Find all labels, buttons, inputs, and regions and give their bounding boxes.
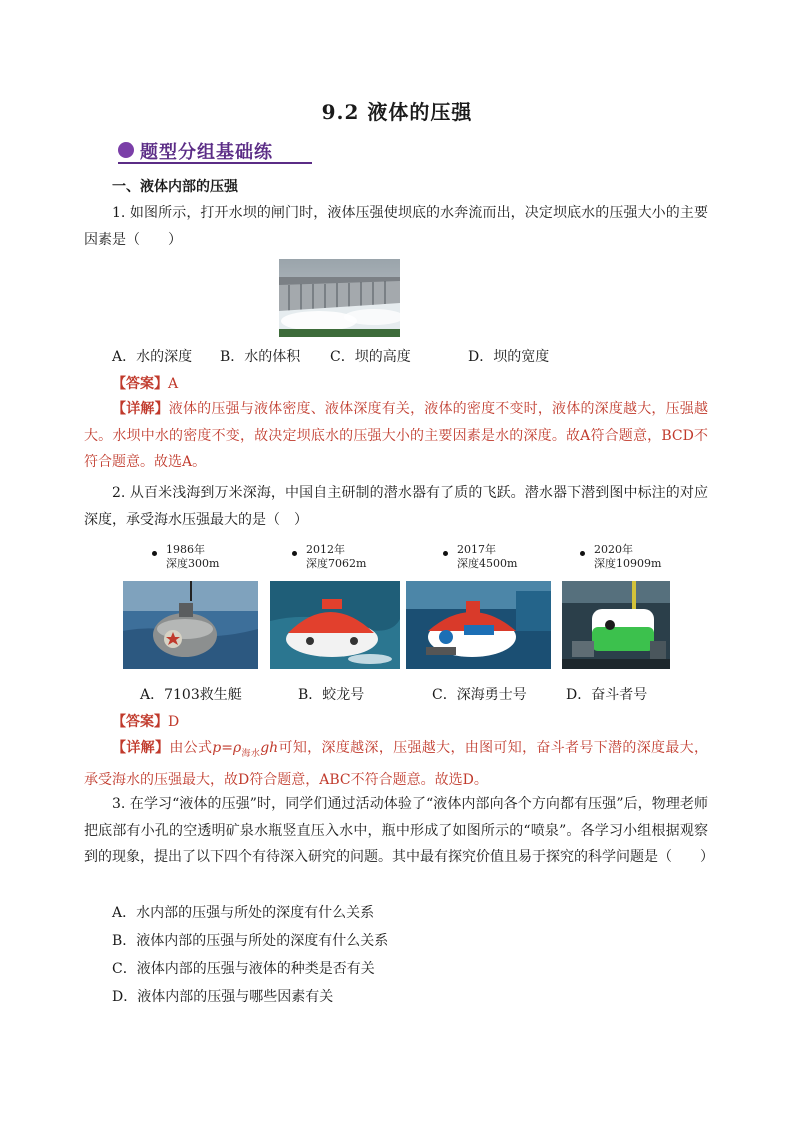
bullet-circle-icon [118, 142, 134, 158]
option-a: A．7103救生艇 [140, 687, 242, 703]
option-b: B．蛟龙号 [298, 687, 365, 703]
option-c: C．深海勇士号 [432, 687, 527, 703]
formula-post: gh [260, 740, 279, 756]
detail-label: 【详解】 [112, 740, 170, 756]
caption-year: 2017年 [457, 543, 496, 556]
formula-p: p=ρ [212, 740, 242, 756]
question-2-detail [84, 735, 708, 794]
caption-depth: 深度4500m [457, 557, 518, 570]
caption-depth: 深度10909m [594, 557, 662, 570]
detail-label: 【详解】 [112, 401, 169, 417]
caption-depth: 深度7062m [306, 557, 367, 570]
question-3-text: 3. 在学习“液体的压强”时，同学们通过活动体验了“液体内部向各个方向都有压强”后，物理老师把底部有小孔的空透明矿泉水瓶竖直压入水中，瓶中形成了如图所示的“喷泉”。各学习小组根据观察到的现象，提出了以下四个有待深入研究的问题。其中最有探究价值且易于探究的科学问题是（ ） [84, 796, 714, 865]
question-3-option-a: A．水内部的压强与所处的深度有什么关系 [112, 905, 375, 921]
section-banner [118, 138, 312, 164]
submersible-photo-fendouzhe [562, 581, 670, 669]
caption-1 [166, 543, 219, 571]
question-2-options [140, 684, 647, 704]
question-2-text: 2. 从百米浅海到万米深海，中国自主研制的潜水器有了质的飞跃。潜水器下潜到图中标注的对应深度，承受海水压强最大的是（ ） [84, 485, 708, 528]
question-1-text: 1. 如图所示，打开水坝的闸门时，液体压强使坝底的水奔流而出，决定坝底水的压强大小的主要因素是（ ） [84, 205, 708, 248]
submersible-photo-shenhaiyongshi [406, 581, 551, 669]
question-1-options [112, 346, 549, 366]
question-1-answer [112, 373, 178, 393]
answer-label: 【答案】 [112, 376, 168, 392]
caption-3 [457, 543, 517, 571]
caption-depth: 深度300m [166, 557, 220, 570]
question-2-answer [112, 711, 179, 731]
question-3-option-d: D．液体内部的压强与哪些因素有关 [112, 989, 334, 1005]
caption-4 [594, 543, 661, 571]
answer-value: A [168, 376, 179, 392]
subheading: 一、液体内部的压强 [112, 179, 238, 195]
caption-year: 1986年 [166, 543, 205, 556]
submersible-photo-7103 [123, 581, 258, 669]
option-a: A．水的深度 [112, 349, 193, 365]
detail-text: 液体的压强与液体密度、液体深度有关，液体的密度不变时，液体的深度越大，压强越大。水坝中水的密度不变，故决定坝底水的压强大小的主要因素是水的深度。故A符合题意，BCD不符合题意。故选A。 [84, 401, 708, 470]
bullet-dot-icon [152, 551, 157, 556]
bullet-dot-icon [580, 551, 585, 556]
option-b: B．水的体积 [220, 349, 301, 365]
question-3-option-b: B．液体内部的压强与所处的深度有什么关系 [112, 933, 389, 949]
caption-2 [306, 543, 366, 571]
formula-sub: 海水 [241, 748, 261, 759]
answer-value: D [168, 714, 180, 730]
answer-label: 【答案】 [112, 714, 168, 730]
dam-photo [279, 259, 400, 337]
option-d: D．奋斗者号 [566, 687, 648, 703]
option-c: C．坝的高度 [330, 349, 411, 365]
option-d: D．坝的宽度 [468, 349, 550, 365]
question-1-detail [84, 396, 708, 476]
section-banner-label: 题型分组基础练 [140, 142, 273, 163]
caption-year: 2012年 [306, 543, 345, 556]
caption-year: 2020年 [594, 543, 633, 556]
question-3-option-c: C．液体内部的压强与液体的种类是否有关 [112, 961, 375, 977]
detail-text-pre: 由公式 [169, 740, 213, 756]
page-title: 9.2 液体的压强 [321, 100, 473, 124]
detail-text: 可知，深度越深，压强越大，由图可知，奋斗者号下潜的深度最大，承受海水的压强最大，故D符合题意，ABC不符合题意。故选D。 [84, 740, 708, 789]
submersible-photo-jiaolong [270, 581, 400, 669]
bullet-dot-icon [292, 551, 297, 556]
bullet-dot-icon [443, 551, 448, 556]
